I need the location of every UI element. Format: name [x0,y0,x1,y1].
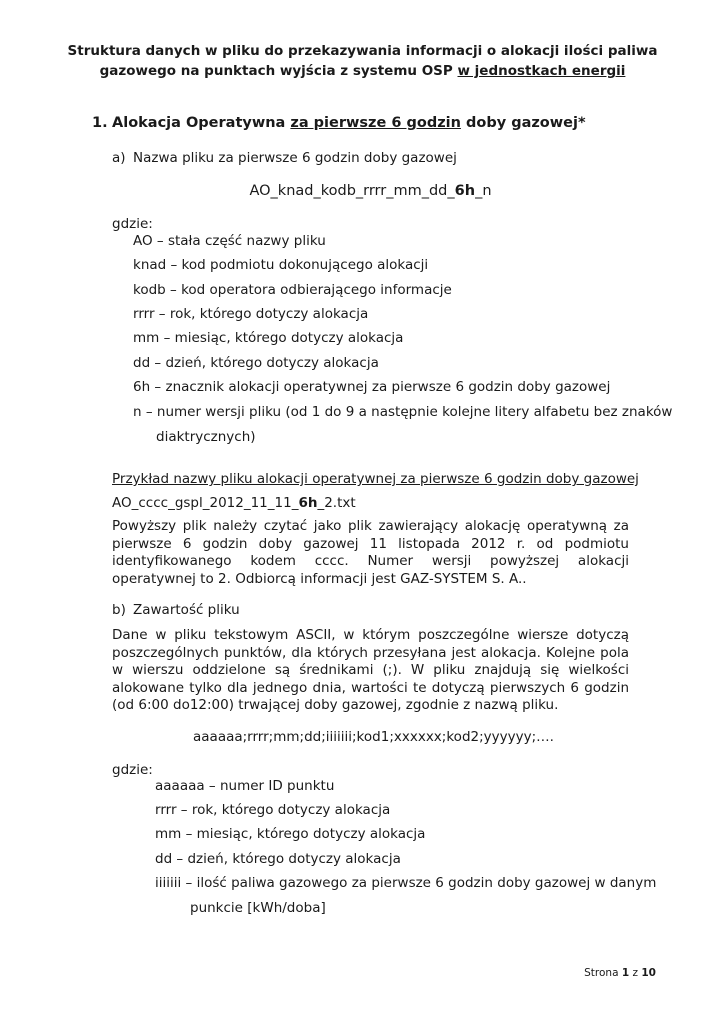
section-heading-underlined: za pierwsze 6 godzin [290,115,461,131]
record-format: aaaaaa;rrrr;mm;dd;iiiiiii;kod1;xxxxxx;kod2;yyyyyy;…. [193,729,554,745]
page-total: 10 [641,967,656,979]
title-line-2 [60,61,665,81]
part-a-item-continuation: diaktrycznych) [156,429,256,445]
example-heading: Przykład nazwy pliku alokacji operatywnej za pierwsze 6 godzin doby gazowej [112,471,639,487]
filename-bold: 6h [454,183,476,199]
part-b-label: b) [112,602,126,618]
filename-prefix: AO_knad_kodb_rrrr_mm_dd_ [249,183,455,199]
example-description: Powyższy plik należy czytać jako plik zawierający alokację operatywną za pierwsze 6 godzin doby gazowej 11 listopada 2012 r. od podmiotu identyfikowanego kodem cccc. Numer wersji powyższej alokacji operatywnej to 2. Odbiorcą informacji jest GAZ-SYSTEM S. A.. [112,518,629,587]
part-b-title: Zawartość pliku [133,602,240,618]
section-heading [92,113,586,133]
part-a-item-6: 6h – znacznik alokacji operatywnej za pierwsze 6 godzin doby gazowej [133,379,611,395]
part-b-where-label: gdzie: [112,762,153,778]
part-a-item-3: rrrr – rok, którego dotyczy alokacja [133,306,369,322]
title-line-2-text: gazowego na punktach wyjścia z systemu OSP [99,63,458,79]
part-a-where-label: gdzie: [112,216,153,232]
filename-suffix: _n [475,183,492,199]
section-heading-prefix: Alokacja Operatywna [112,115,291,131]
part-a-item-7: n – numer wersji pliku (od 1 do 9 a następnie kolejne litery alfabetu bez znaków [133,404,673,420]
part-b-description: Dane w pliku tekstowym ASCII, w którym poszczególne wiersze dotyczą poszczególnych punktów, dla których przesyłana jest alokacja. Kolejne pola w wierszu oddzielone są średnikami (;). W pliku znajdują się wielkości alokowane tylko dla jednego dnia, wartości te dotyczą pierwszych 6 godzin (od 6:00 do12:00) trwającej doby gazowej, zgodnie z nazwą pliku. [112,627,629,713]
page-current: 1 [621,967,630,979]
example-filename-suffix: _2.txt [317,495,356,511]
part-a-heading [112,149,457,167]
part-b-item-3: dd – dzień, którego dotyczy alokacja [155,851,401,867]
part-b-item-0: aaaaaa – numer ID punktu [155,778,335,794]
document-title [60,41,665,81]
part-b-item-continuation: punkcie [kWh/doba] [190,900,326,916]
part-a-title: Nazwa pliku za pierwsze 6 godzin doby gazowej [133,150,457,166]
part-b-item-2: mm – miesiąc, którego dotyczy alokacja [155,826,426,842]
example-filename-prefix: AO_cccc_gspl_2012_11_11_ [112,495,299,511]
part-a-item-1: knad – kod podmiotu dokonującego alokacji [133,257,429,273]
title-line-2-underlined: w jednostkach energii [457,63,626,79]
part-a-item-4: mm – miesiąc, którego dotyczy alokacja [133,330,404,346]
page-label: Strona [584,967,619,979]
section-number: 1. [92,115,108,131]
example-filename [112,494,356,512]
part-b-item-4: iiiiiii – ilość paliwa gazowego za pierwsze 6 godzin doby gazowej w danym [155,875,657,891]
part-b-item-1: rrrr – rok, którego dotyczy alokacja [155,802,391,818]
page-of: z [632,967,639,979]
title-line-1: Struktura danych w pliku do przekazywania informacji o alokacji ilości paliwa [67,43,658,59]
part-b-heading [112,601,240,619]
section-heading-suffix: doby gazowej* [460,115,586,131]
part-a-item-2: kodb – kod operatora odbierającego informacje [133,282,452,298]
page-footer [584,966,656,980]
part-a-label: a) [112,150,126,166]
part-a-item-0: AO – stała część nazwy pliku [133,233,326,249]
example-filename-bold: 6h [298,495,318,511]
part-a-item-5: dd – dzień, którego dotyczy alokacja [133,355,379,371]
filename-pattern [112,181,629,201]
